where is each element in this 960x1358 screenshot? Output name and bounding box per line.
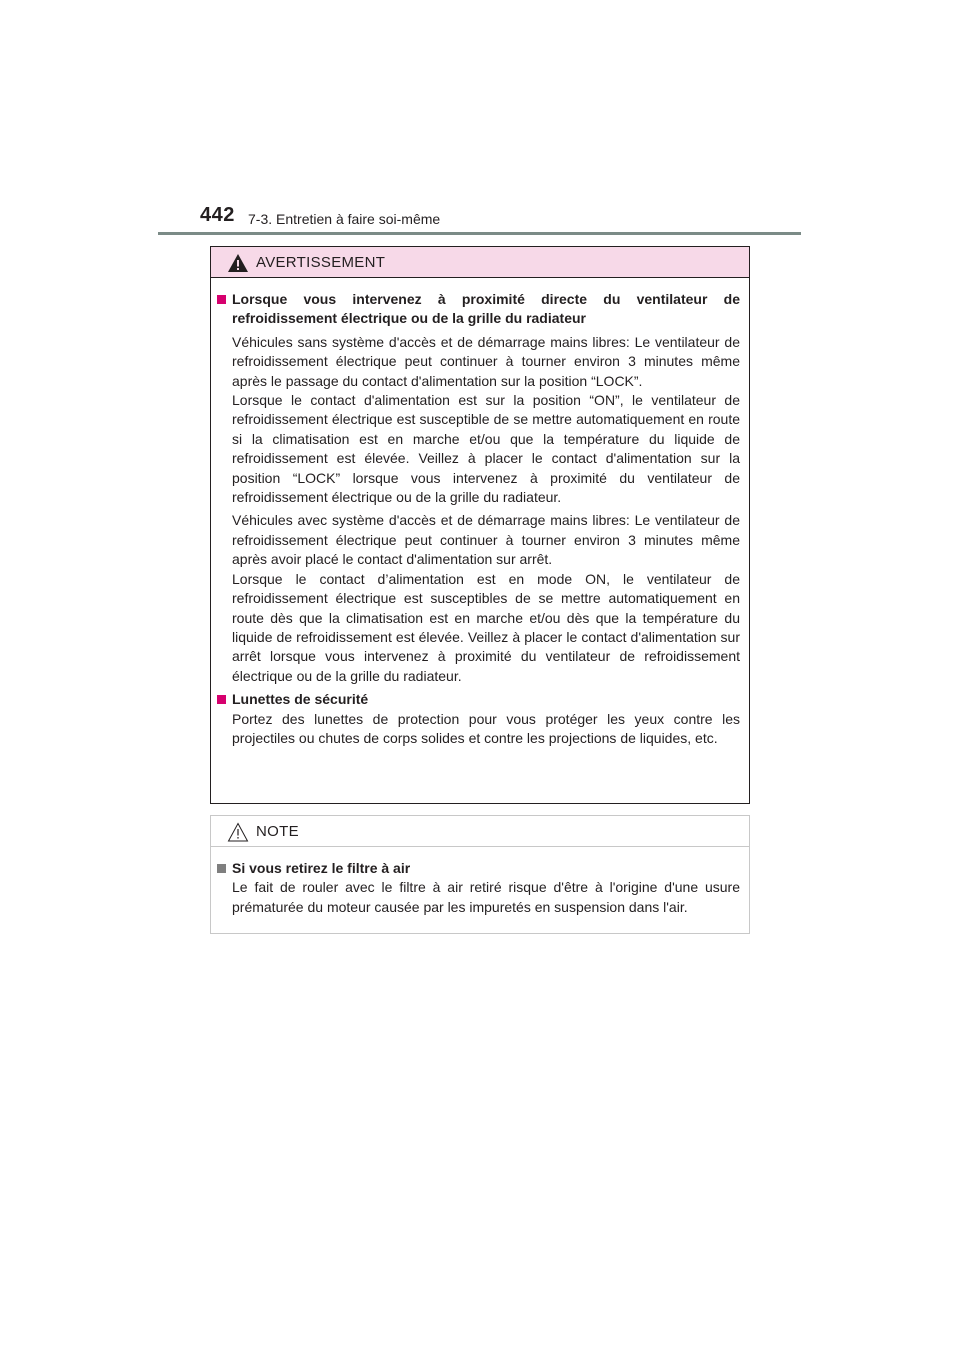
header-rule bbox=[158, 232, 801, 235]
warning-item-heading: Lorsque vous intervenez à proximité directe du ventilateur de refroidissement électrique ou de la grille du radiateur bbox=[217, 290, 740, 329]
note-item-content bbox=[232, 878, 740, 917]
note-body bbox=[211, 847, 749, 917]
warning-triangle-icon bbox=[227, 253, 249, 273]
note-title: NOTE bbox=[256, 823, 299, 840]
square-bullet-icon bbox=[217, 695, 226, 704]
paragraph: Le fait de rouler avec le filtre à air retiré risque d'être à l'origine d'une usure prématurée du moteur causée par les impuretés en suspension dans l'air. bbox=[232, 879, 740, 915]
paragraph: Portez des lunettes de protection pour vous protéger les yeux contre les projectiles ou chutes de corps solides et contre les projections de liquides, etc. bbox=[232, 710, 740, 746]
warning-item-heading: Lunettes de sécurité bbox=[217, 690, 740, 709]
paragraph: Lorsque le contact d’alimentation est en mode ON, le ventilateur de refroidissement électrique est susceptibles de se mettre automatiquement en route dès que la climatisation est en marche et/ou dès que la température du liquide de refroidissement est élevée. Veillez à placer le contact d'alimentation sur arrêt lorsque vous intervenez à proximité du ventilateur de refroidissement électrique ou de la grille du radiateur. bbox=[232, 570, 740, 684]
page-number: 442 bbox=[200, 204, 235, 226]
warning-header bbox=[211, 247, 749, 278]
paragraph: Véhicules sans système d'accès et de démarrage mains libres: Le ventilateur de refroidissement électrique peut continuer à tourner environ 3 minutes même après le passage du contact d'alimentation sur la position “LOCK”. bbox=[232, 333, 740, 389]
warning-title: AVERTISSEMENT bbox=[256, 254, 386, 271]
caution-triangle-icon bbox=[227, 822, 249, 842]
note-item-heading: Si vous retirez le filtre à air bbox=[217, 859, 740, 878]
warning-body bbox=[211, 278, 749, 748]
section-title: 7-3. Entretien à faire soi-même bbox=[248, 211, 441, 227]
paragraph: Lorsque le contact d'alimentation est sur la position “ON”, le ventilateur de refroidissement électrique est susceptible de se mettre automatiquement en route si la climatisation est en marche et/ou que la température du liquide de refroidissement est élevée. Veillez à placer le contact d'alimentation sur la position “LOCK” lorsque vous intervenez à proximité du ventilateur de refroidissement électrique ou de la grille du radiateur. bbox=[232, 392, 740, 506]
square-bullet-icon bbox=[217, 295, 226, 304]
paragraph: Véhicules avec système d'accès et de démarrage mains libres: Le ventilateur de refroidissement électrique peut continuer à tourner environ 3 minutes même après avoir placé le contact d'alimentation sur arrêt. bbox=[232, 512, 740, 568]
square-bullet-icon bbox=[217, 864, 226, 873]
warning-item-content bbox=[232, 710, 740, 749]
warning-box bbox=[210, 246, 750, 804]
note-box bbox=[210, 815, 750, 934]
note-header bbox=[211, 816, 749, 847]
warning-item-content bbox=[232, 333, 740, 686]
